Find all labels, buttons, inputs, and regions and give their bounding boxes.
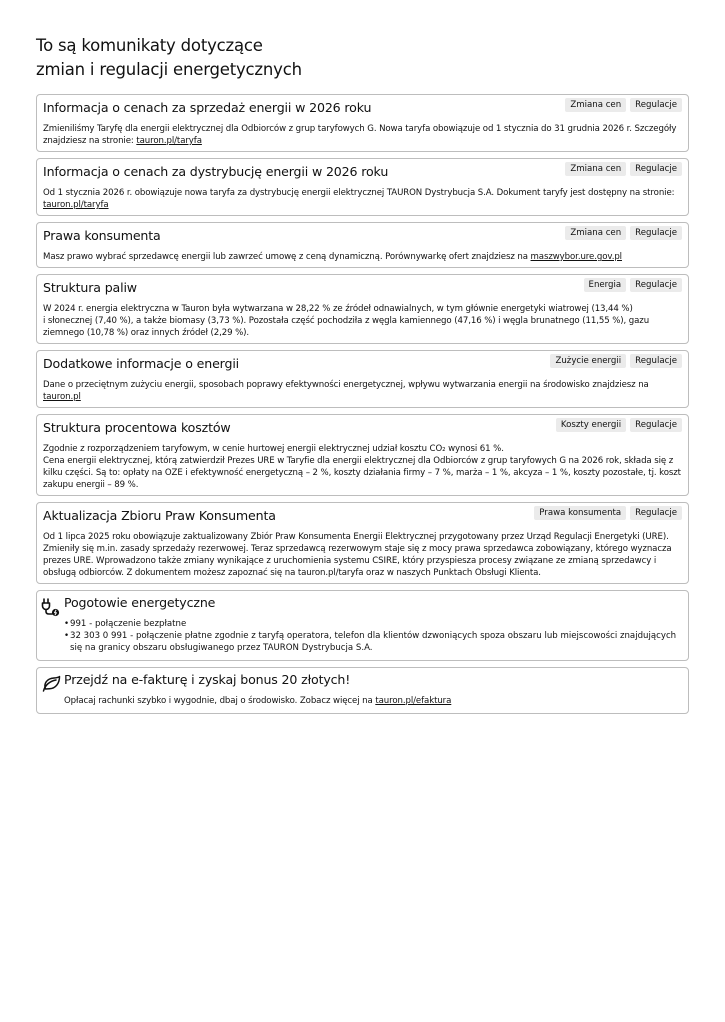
notice-card-energy-info bbox=[36, 350, 689, 408]
notice-card-consumer-rights-update bbox=[36, 502, 689, 584]
card-body bbox=[43, 531, 682, 579]
card-title: Przejdź na e-fakturę i zyskaj bonus 20 złotych! bbox=[64, 672, 351, 687]
card-title: Informacja o cenach za sprzedaż energii w 2026 roku bbox=[43, 100, 372, 115]
tag: Regulacje bbox=[630, 226, 682, 240]
tag: Regulacje bbox=[630, 418, 682, 432]
notice-card-fuel-structure bbox=[36, 274, 689, 344]
plug-icon bbox=[41, 597, 61, 617]
card-title: Dodatkowe informacje o energii bbox=[43, 356, 240, 371]
tag: Zmiana cen bbox=[565, 226, 626, 240]
card-text: Od 1 stycznia 2026 r. obowiązuje nowa taryfa za dystrybucję energii elektrycznej TAURON Dystrybucja S.A. Dokument taryfy jest dostępny na stronie: bbox=[43, 188, 675, 198]
card-body bbox=[43, 123, 682, 147]
efaktura-link[interactable]: tauron.pl/efaktura bbox=[375, 696, 452, 706]
tag: Regulacje bbox=[630, 506, 682, 520]
tag: Regulacje bbox=[630, 354, 682, 368]
card-text: Opłacaj rachunki szybko i wygodnie, dbaj o środowisko. Zobacz więcej na bbox=[64, 696, 376, 706]
card-text: W 2024 r. energia elektryczna w Tauron była wytwarzana w 28,22 % ze źródeł odnawialnych, w tym głównie energetyki wiatrowej (13,44 %) bbox=[43, 304, 633, 314]
tauron-link[interactable]: tauron.pl bbox=[43, 392, 81, 402]
card-text: Od 1 lipca 2025 roku obowiązuje zaktualizowany Zbiór Praw Konsumenta Energii Elektrycznej przygotowany przez Urząd Regulacji Energetyki (URE). Zmieniły się m.in. zasady sprzedaży rezerwowej. Teraz sprzedawcą rezerwowym staje się z mocy prawa sprzedawca zobowiązany, którego wyznacza prezes URE. Wprowadzono także zmiany wynikające z uruchomienia systemu CSIRE, który przyspiesza procesy związane ze zmianą sprzedawcy i obsługą odbiorców. Z dokumentem możesz zapoznać się na tauron.pl/taryfa oraz w naszych Punktach Obsługi Klienta. bbox=[43, 532, 672, 578]
list-item: • 991 - połączenie bezpłatne bbox=[64, 618, 682, 630]
card-tags bbox=[565, 162, 682, 176]
card-text: Zgodnie z rozporządzeniem taryfowym, w cenie hurtowej energii elektrycznej udział kosztu CO₂ wynosi 61 %. bbox=[43, 444, 504, 454]
notice-card-sales-prices bbox=[36, 94, 689, 152]
tag: Regulacje bbox=[630, 278, 682, 292]
card-body bbox=[64, 695, 682, 707]
card-tags bbox=[565, 98, 682, 112]
card-tags bbox=[584, 278, 682, 292]
notice-card-consumer-rights bbox=[36, 222, 689, 268]
card-title: Informacja o cenach za dystrybucję energii w 2026 roku bbox=[43, 164, 389, 179]
card-tags bbox=[556, 418, 682, 432]
card-tags bbox=[565, 226, 682, 240]
tag: Prawa konsumenta bbox=[534, 506, 626, 520]
card-text: Dane o przeciętnym zużyciu energii, sposobach poprawy efektywności energetycznej, wpływu wytwarzania energii na środowisko znajdziesz na bbox=[43, 380, 649, 390]
card-body bbox=[43, 379, 682, 403]
card-text: Zmieniliśmy Taryfę dla energii elektrycznej dla Odbiorców z grup taryfowych G. Nowa taryfa obowiązuje od 1 stycznia do 31 grudnia 2026 r. Szczegóły znajdziesz na stronie: bbox=[43, 124, 677, 146]
tag: Regulacje bbox=[630, 98, 682, 112]
tag: Regulacje bbox=[630, 162, 682, 176]
card-text: Cena energii elektrycznej, którą zatwierdził Prezes URE w Taryfie dla energii elektrycznej dla Odbiorców z grup taryfowych G na 2026 rok, składa się z kilku części. Są to: opłaty na OZE i efektywność energetyczną – 2 %, koszty działania firmy – 7 %, marża – 1 %, akcyza – 1 %, koszty pozostałe, tj. koszt zakupu energii – 89 %. bbox=[43, 456, 681, 490]
emergency-phone-list bbox=[64, 618, 682, 654]
card-title: Prawa konsumenta bbox=[43, 228, 161, 243]
card-tags bbox=[550, 354, 682, 368]
tag: Zmiana cen bbox=[565, 98, 626, 112]
card-body bbox=[43, 251, 682, 263]
notice-card-distribution-prices bbox=[36, 158, 689, 216]
card-body bbox=[43, 187, 682, 211]
page-title-line-2: zmian i regulacji energetycznych bbox=[36, 60, 302, 79]
efaktura-card bbox=[36, 667, 689, 714]
card-text: i słonecznej (7,40 %), a także biomasy (3,73 %). Pozostała część pochodziła z węgla kamiennego (47,16 %) i węgla brunatnego (11,55 %), gazu ziemnego (10,78 %) oraz innych źródeł (2,29 %). bbox=[43, 316, 650, 338]
page-title bbox=[36, 34, 689, 82]
card-title: Aktualizacja Zbioru Praw Konsumenta bbox=[43, 508, 276, 523]
card-title: Struktura paliw bbox=[43, 280, 137, 295]
tag: Zużycie energii bbox=[550, 354, 626, 368]
tag: Energia bbox=[584, 278, 627, 292]
page-title-line-1: To są komunikaty dotyczące bbox=[36, 36, 263, 55]
card-body bbox=[43, 303, 682, 339]
card-body bbox=[43, 443, 682, 491]
tariff-link[interactable]: tauron.pl/taryfa bbox=[136, 136, 202, 146]
card-title: Struktura procentowa kosztów bbox=[43, 420, 231, 435]
leaf-icon bbox=[41, 674, 61, 694]
tariff-link[interactable]: tauron.pl/taryfa bbox=[43, 200, 109, 210]
notice-card-cost-structure bbox=[36, 414, 689, 496]
card-title: Pogotowie energetyczne bbox=[64, 595, 216, 610]
tag: Koszty energii bbox=[556, 418, 626, 432]
card-tags bbox=[534, 506, 682, 520]
emergency-card bbox=[36, 590, 689, 661]
card-text: Masz prawo wybrać sprzedawcę energii lub zawrzeć umowę z ceną dynamiczną. Porównywarkę ofert znajdziesz na bbox=[43, 252, 531, 262]
tag: Zmiana cen bbox=[565, 162, 626, 176]
list-item: • 32 303 0 991 - połączenie płatne zgodnie z taryfą operatora, telefon dla klientów dzwoniących spoza obszaru lub miejscowości znajdujących się na granicy obszaru obsługiwanego przez TAURON Dystrybucja S.A. bbox=[64, 630, 682, 654]
comparison-link[interactable]: maszwybor.ure.gov.pl bbox=[530, 252, 622, 262]
